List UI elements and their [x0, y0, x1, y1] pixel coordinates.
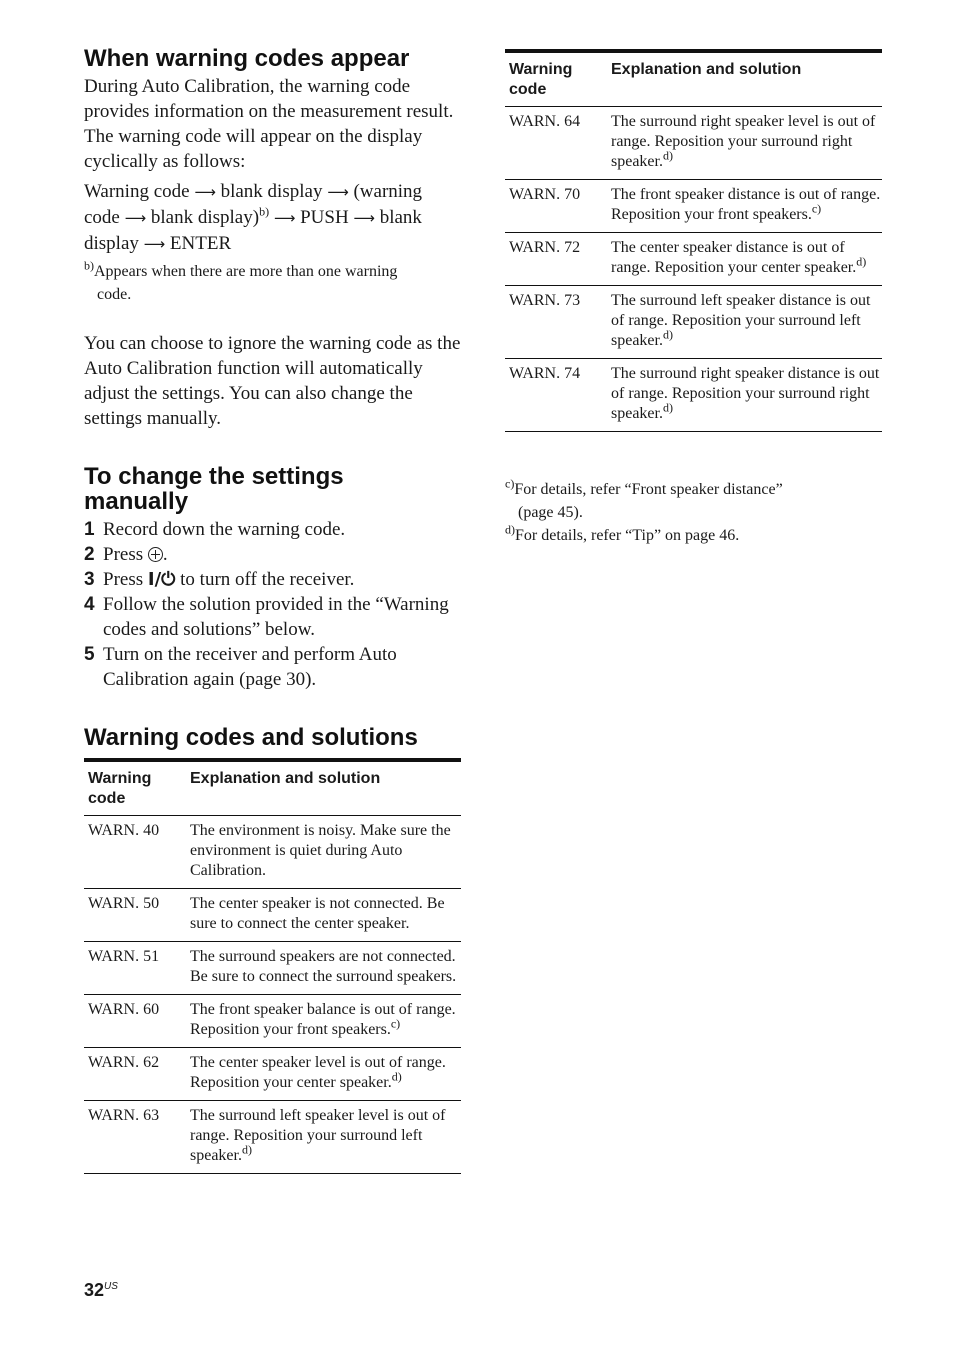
step-number: 3 — [84, 569, 95, 590]
explanation-cell — [186, 816, 461, 889]
step-number: 2 — [84, 544, 95, 565]
step-item — [84, 642, 461, 692]
warning-code-cell: WARN. 40 — [88, 822, 160, 839]
footnote-b — [84, 260, 461, 306]
footnote-d-mark: d) — [505, 522, 515, 537]
explanation-text: The surround right speaker distance is out of range. Reposition your surround right speaker. — [611, 365, 880, 422]
footnote-c-line1: For details, refer “Front speaker distance” — [514, 481, 783, 498]
seq-push: PUSH — [300, 207, 349, 228]
header-warning-code: Warning code — [88, 770, 152, 807]
footnote-ref: d) — [662, 400, 673, 415]
explanation-text: The surround right speaker level is out of range. Reposition your surround right speaker. — [611, 113, 876, 170]
arrow-right-icon: ⟶ — [143, 235, 166, 253]
footnote-ref: d) — [856, 254, 867, 269]
table-row — [84, 995, 461, 1048]
warning-code-cell: WARN. 60 — [88, 1001, 160, 1018]
warning-code-cell: WARN. 74 — [509, 365, 581, 382]
step-number: 1 — [84, 519, 95, 540]
step-text: Turn on the receiver and perform Auto Calibration again (page 30). — [103, 644, 397, 690]
heading-when-warning-codes-appear: When warning codes appear — [84, 45, 410, 72]
table-row — [505, 180, 882, 233]
seq-enter: ENTER — [169, 233, 232, 254]
explanation-cell — [607, 107, 882, 180]
table-row — [84, 942, 461, 995]
footnote-ref: c) — [811, 201, 822, 216]
explanation-cell — [186, 942, 461, 995]
heading-to-change-settings — [84, 464, 461, 514]
step-text-pre: Press — [103, 544, 144, 565]
footnote-ref: d) — [391, 1069, 402, 1084]
page-region: US — [104, 1281, 118, 1292]
heading-to-change-line1: To change the settings — [84, 463, 344, 490]
step-number: 5 — [84, 644, 95, 665]
footnote-d-line1: For details, refer “Tip” on page 46. — [515, 527, 740, 544]
footnote-c-line2: (page 45). — [518, 504, 583, 521]
intro-paragraph: During Auto Calibration, the warning code provides information on the measurement result. The warning code will appear on the display cyclically as follows: — [84, 76, 454, 172]
explanation-cell — [186, 1101, 461, 1174]
explanation-text: The surround left speaker distance is out of range. Reposition your surround left speaker. — [611, 292, 871, 349]
arrow-right-icon: ⟶ — [124, 209, 147, 227]
warning-code-cell: WARN. 51 — [88, 948, 160, 965]
warning-code-cell: WARN. 62 — [88, 1054, 160, 1071]
warning-codes-table-left — [84, 758, 461, 1174]
footnotes-right — [505, 478, 882, 547]
explanation-cell — [186, 889, 461, 942]
table-row — [505, 107, 882, 180]
steps-list — [84, 517, 461, 692]
explanation-text: The surround speakers are not connected. Be sure to connect the surround speakers. — [190, 948, 457, 985]
explanation-text: The surround left speaker level is out of range. Reposition your surround left speaker. — [190, 1107, 446, 1164]
page-number-value: 32 — [84, 1280, 105, 1300]
explanation-text: The center speaker level is out of range. Reposition your center speaker. — [190, 1054, 446, 1091]
footnote-b-mark: b) — [84, 258, 94, 273]
table-header-row — [84, 760, 461, 816]
explanation-cell — [607, 233, 882, 286]
explanation-text: The front speaker distance is out of range. Reposition your front speakers. — [611, 186, 881, 223]
footnote-c-mark: c) — [505, 476, 515, 491]
power-icon: I/⏻ — [147, 569, 176, 590]
page-number — [84, 1280, 118, 1301]
arrow-right-icon: ⟶ — [327, 183, 349, 201]
seq-blank-display: blank display — [220, 181, 323, 202]
explanation-text: The environment is noisy. Make sure the environment is quiet during Auto Calibration. — [190, 822, 451, 879]
seq-blank-display-repeat: blank display) — [150, 207, 260, 228]
explanation-text: The center speaker is not connected. Be sure to connect the center speaker. — [190, 895, 445, 932]
warning-code-cell: WARN. 64 — [509, 113, 581, 130]
header-explanation: Explanation and solution — [190, 770, 381, 787]
table-row — [84, 816, 461, 889]
explanation-cell — [607, 286, 882, 359]
explanation-cell — [607, 180, 882, 233]
step-item — [84, 567, 461, 592]
step-text: Record down the warning code. — [103, 519, 346, 540]
step-text-post: . — [162, 544, 168, 565]
ignore-paragraph: You can choose to ignore the warning code as the Auto Calibration function will automatically adjust the settings. You can also change the settings manually. — [84, 333, 461, 429]
table-body — [84, 816, 461, 1174]
step-item — [84, 517, 461, 542]
warning-code-cell: WARN. 63 — [88, 1107, 160, 1124]
warning-code-cell: WARN. 72 — [509, 239, 581, 256]
warning-code-cell: WARN. 70 — [509, 186, 581, 203]
step-item — [84, 542, 461, 567]
seq-warning-code-repeat: (warning code — [84, 181, 423, 228]
step-text-post: to turn off the receiver. — [180, 569, 355, 590]
footnote-ref: d) — [241, 1142, 252, 1157]
header-warning-code: Warning code — [509, 61, 573, 98]
table-row — [84, 1048, 461, 1101]
table-row — [505, 233, 882, 286]
table-row — [84, 889, 461, 942]
explanation-cell — [186, 995, 461, 1048]
table-row — [505, 359, 882, 432]
warning-code-cell: WARN. 50 — [88, 895, 160, 912]
step-text: Follow the solution provided in the “Warning codes and solutions” below. — [103, 594, 449, 640]
footnote-ref: c) — [390, 1016, 401, 1031]
footnote-c — [505, 478, 882, 524]
header-explanation: Explanation and solution — [611, 61, 802, 78]
seq-warning-code: Warning code — [84, 181, 190, 202]
step-number: 4 — [84, 594, 95, 615]
footnote-d — [505, 524, 882, 547]
step-item — [84, 592, 461, 642]
arrow-right-icon: ⟶ — [353, 209, 375, 227]
explanation-text: The center speaker distance is out of range. Reposition your center speaker. — [611, 239, 857, 276]
table-header-row — [505, 51, 882, 107]
table-body — [505, 107, 882, 432]
arrow-right-icon: ⟶ — [273, 209, 296, 227]
footnote-ref: d) — [662, 148, 673, 163]
warning-codes-table-right — [505, 49, 882, 432]
footnote-ref-b: b) — [259, 204, 270, 219]
table-row — [84, 1101, 461, 1174]
footnote-b-line2: code. — [97, 286, 132, 303]
footnote-ref: d) — [662, 327, 673, 342]
step-text-pre: Press — [103, 569, 144, 590]
seq-blank-display-final: blank display — [84, 207, 422, 254]
warning-code-cell: WARN. 73 — [509, 292, 581, 309]
plus-circle-button-icon — [148, 547, 163, 562]
explanation-cell — [607, 359, 882, 432]
footnote-b-line1: Appears when there are more than one warning — [94, 263, 398, 280]
explanation-cell — [186, 1048, 461, 1101]
arrow-right-icon: ⟶ — [194, 183, 216, 201]
explanation-text: The front speaker balance is out of range. Reposition your front speakers. — [190, 1001, 456, 1038]
heading-to-change-line2: manually — [84, 488, 189, 515]
display-sequence — [84, 179, 461, 257]
table-row — [505, 286, 882, 359]
heading-warning-codes-and-solutions: Warning codes and solutions — [84, 724, 418, 751]
